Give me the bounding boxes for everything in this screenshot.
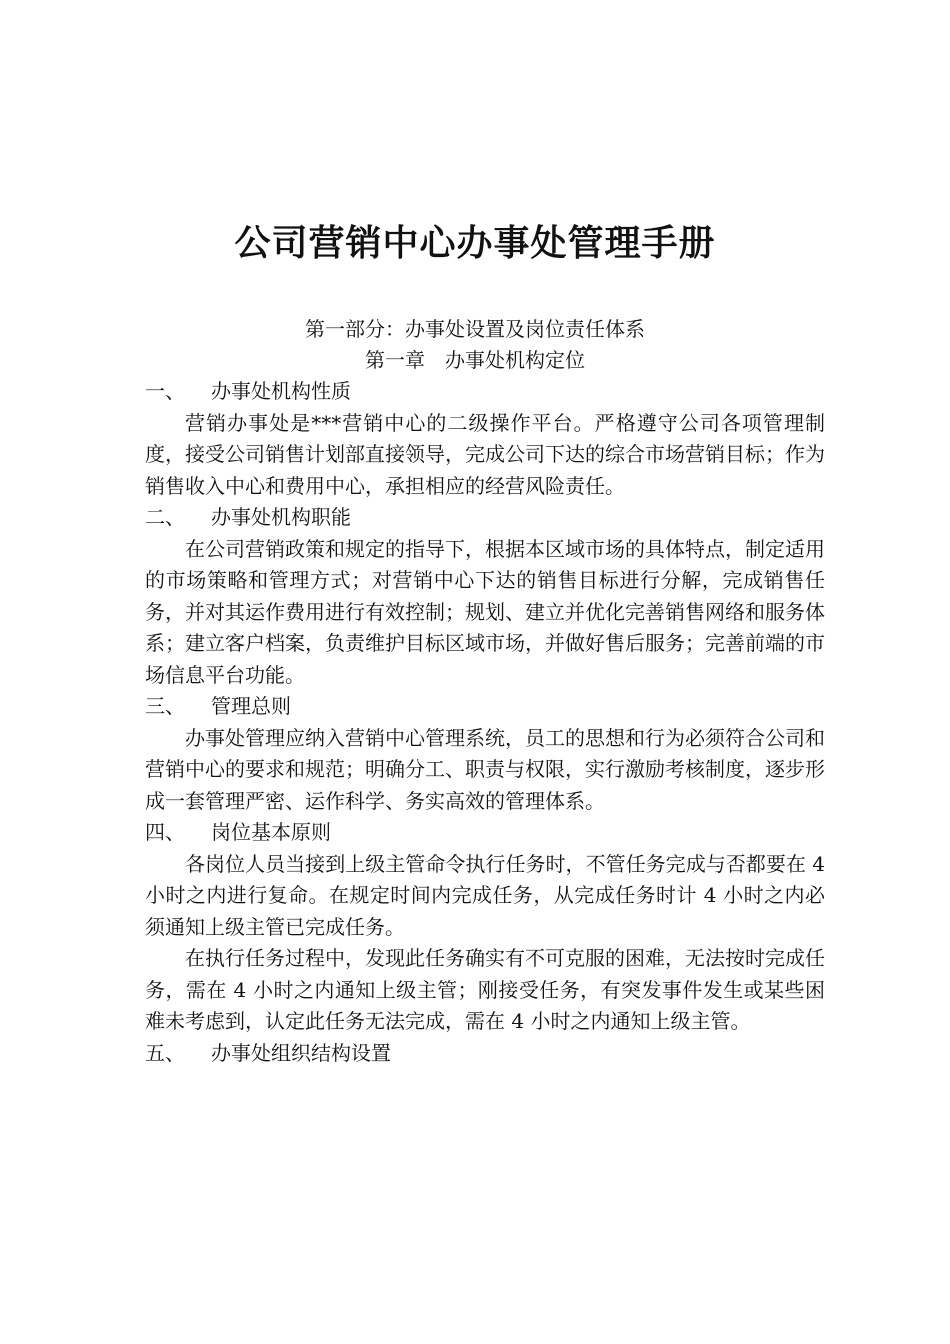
section-4 — [145, 817, 825, 1038]
section-number: 五、 — [145, 1040, 185, 1065]
section-heading — [145, 691, 825, 723]
paragraph: 在公司营销政策和规定的指导下，根据本区域市场的具体特点，制定适用的市场策略和管理方式；对营销中心下达的销售目标进行分解，完成销售任务，并对其运作费用进行有效控制；规划、建立并优化完善销售网络和服务体系；建立客户档案，负责维护目标区域市场，并做好售后服务；完善前端的市场信息平台功能。 — [145, 536, 825, 687]
section-2 — [145, 502, 825, 691]
section-heading-text: 岗位基本原则 — [211, 820, 331, 844]
paragraph: 在执行任务过程中，发现此任务确实有不可克服的困难，无法按时完成任务，需在 4 小时之内通知上级主管；刚接受任务，有突发事件发生或某些困难未考虑到，认定此任务无法完成，需在 4 小时之内通知上级主管。 — [145, 946, 825, 1033]
document-body — [145, 376, 825, 1069]
section-heading-text: 管理总则 — [211, 694, 291, 718]
section-number: 二、 — [145, 505, 185, 529]
section-heading-text: 办事处机构性质 — [211, 379, 351, 403]
section-number: 四、 — [145, 820, 185, 844]
paragraph: 办事处管理应纳入营销中心管理系统，员工的思想和行为必须符合公司和营销中心的要求和规范；明确分工、职责与权限，实行激励考核制度，逐步形成一套管理严密、运作科学、务实高效的管理体系。 — [145, 725, 825, 813]
section-heading — [145, 1038, 825, 1070]
section-number: 三、 — [145, 694, 185, 718]
section-3 — [145, 691, 825, 817]
section-heading — [145, 376, 825, 408]
section-heading-text: 办事处组织结构设置 — [211, 1040, 391, 1065]
chapter-title: 第一章 办事处机构定位 — [365, 348, 585, 372]
document-title: 公司营销中心办事处管理手册 — [234, 223, 716, 264]
section-number: 一、 — [145, 379, 185, 403]
section-5 — [145, 1038, 825, 1070]
paragraph: 营销办事处是***营销中心的二级操作平台。严格遵守公司各项管理制度，接受公司销售计划部直接领导，完成公司下达的综合市场营销目标；作为销售收入中心和费用中心，承担相应的经营风险责任。 — [145, 410, 825, 498]
paragraph: 各岗位人员当接到上级主管命令执行任务时，不管任务完成与否都要在 4 小时之内进行复命。在规定时间内完成任务，从完成任务时计 4 小时之内必须通知上级主管已完成任务。 — [145, 851, 825, 939]
section-heading-text: 办事处机构职能 — [211, 505, 351, 529]
section-heading — [145, 817, 825, 849]
section-heading — [145, 502, 825, 534]
section-1 — [145, 376, 825, 502]
part-title: 第一部分：办事处设置及岗位责任体系 — [305, 317, 645, 341]
